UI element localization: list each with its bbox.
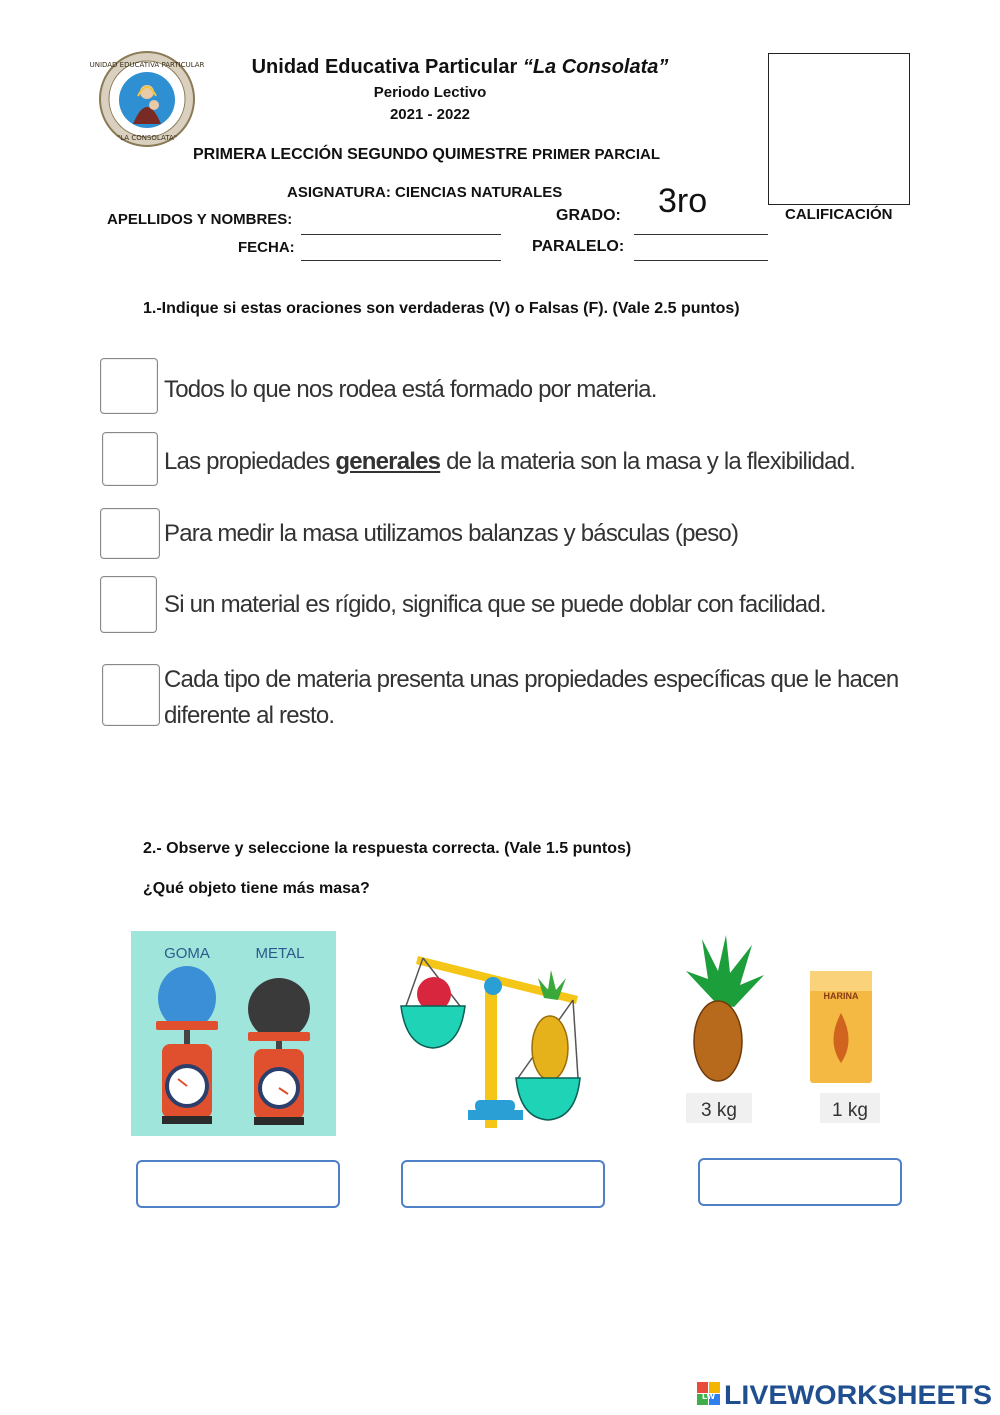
paralelo-line[interactable] (634, 260, 768, 261)
periodo-label: Periodo Lectivo (373, 84, 487, 101)
nombres-line[interactable] (301, 234, 501, 235)
label-goma: GOMA (164, 945, 210, 962)
label-calificacion: CALIFICACIÓN (785, 206, 893, 223)
answer-box-2[interactable] (401, 1160, 605, 1208)
statement-4: Si un material es rígido, significa que se puede doblar con facilidad. (164, 591, 826, 618)
statement-2-after: de la materia son la masa y la flexibilidad. (440, 448, 856, 475)
pineapple-icon (532, 1016, 568, 1080)
label-fecha: FECHA: (238, 239, 295, 256)
answer-box-1[interactable] (136, 1160, 340, 1208)
tf-answer-box-4[interactable] (100, 576, 157, 633)
liveworksheets-logo[interactable] (697, 1378, 997, 1410)
tf-answer-box-1[interactable] (100, 358, 158, 414)
tf-answer-box-2[interactable] (102, 432, 158, 486)
calificacion-box (768, 53, 910, 205)
statement-5: Cada tipo de materia presenta unas propiedades específicas que le hacen diferente al resto. (164, 666, 899, 729)
school-name (200, 56, 720, 79)
footer-brand: LIVEWORKSHEETS (724, 1380, 992, 1410)
logo-text-bottom: "LA CONSOLATA" (117, 134, 177, 142)
statement-2-underlined: generales (335, 448, 441, 475)
school-name-prefix: Unidad Educativa Particular (251, 56, 523, 78)
tf-answer-box-3[interactable] (100, 508, 160, 559)
question-2-subtitle: ¿Qué objeto tiene más masa? (143, 880, 370, 897)
pineapple-body-icon (694, 1001, 742, 1081)
grado-value: 3ro (658, 182, 708, 220)
weight-right: 1 kg (832, 1100, 868, 1121)
leccion-title (193, 146, 660, 164)
grado-line (634, 234, 768, 235)
parcial-text: PRIMER PARCIAL (532, 146, 661, 163)
footer-badge: LW (701, 1392, 716, 1401)
school-years: 2021 - 2022 (389, 106, 471, 123)
label-grado: GRADO: (556, 207, 621, 224)
image-balance (398, 938, 598, 1138)
question-1-title: 1.-Indique si estas oraciones son verdaderas (V) o Falsas (F). (Vale 2.5 puntos) (143, 300, 740, 317)
leccion-text: PRIMERA LECCIÓN SEGUNDO QUIMESTRE (193, 146, 528, 163)
question-2-title: 2.- Observe y seleccione la respuesta correcta. (Vale 1.5 puntos) (143, 840, 632, 857)
label-nombres: APELLIDOS Y NOMBRES: (107, 211, 293, 228)
logo-text-top: UNIDAD EDUCATIVA PARTICULAR (89, 61, 205, 69)
statement-3: Para medir la masa utilizamos balanzas y básculas (peso) (164, 520, 739, 547)
label-metal: METAL (255, 945, 305, 962)
statement-2 (164, 444, 914, 480)
weight-left: 3 kg (701, 1100, 737, 1121)
rubber-ball (158, 966, 216, 1030)
flour-label: HARINA (823, 991, 859, 1001)
tf-answer-box-5[interactable] (102, 664, 160, 726)
asignatura: ASIGNATURA: CIENCIAS NATURALES (287, 184, 563, 201)
statement-1: Todos lo que nos rodea está formado por materia. (164, 376, 657, 403)
fecha-line[interactable] (301, 260, 501, 261)
statement-2-before: Las propiedades (164, 448, 336, 475)
answer-box-3[interactable] (698, 1158, 902, 1206)
image-weights (660, 931, 882, 1136)
label-paralelo: PARALELO: (532, 238, 625, 255)
metal-ball (248, 978, 310, 1040)
school-logo (89, 50, 205, 148)
image-goma-metal (131, 931, 336, 1136)
school-name-italic: “La Consolata” (522, 56, 669, 78)
